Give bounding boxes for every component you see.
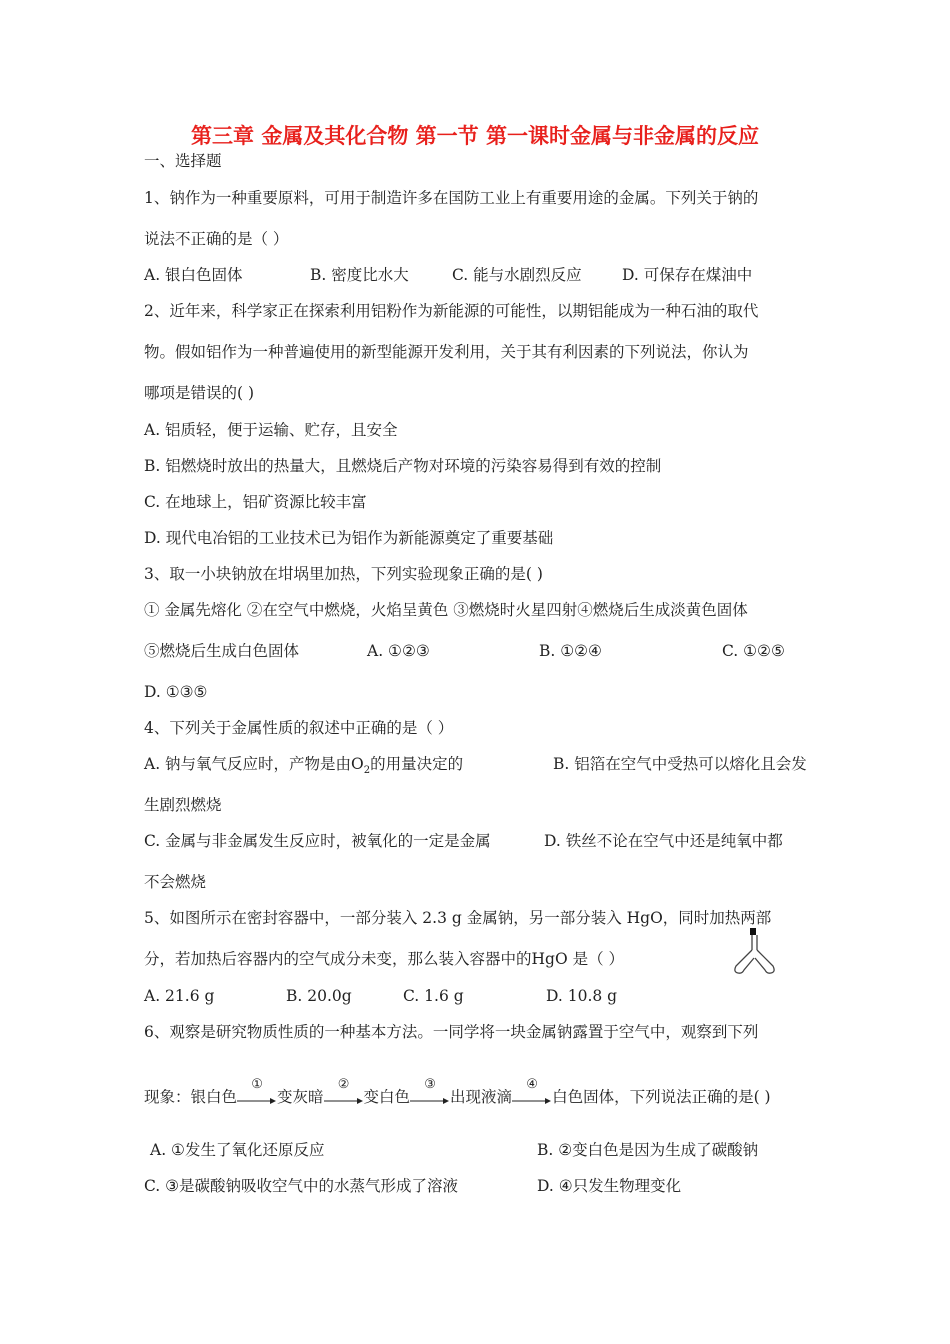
q6-text-2: 变白色: [363, 1088, 411, 1106]
q3-stem-line1: 3、取一小块钠放在坩埚里加热，下列实验现象正确的是( ): [144, 565, 543, 583]
page-title: 第三章 金属及其化合物 第一节 第一课时金属与非金属的反应: [191, 124, 759, 148]
q1-option-b: B. 密度比水大: [310, 266, 409, 284]
q4-options-ab: [144, 753, 807, 782]
q4-option-d-cont: 不会燃烧: [144, 873, 207, 891]
q1-option-c: C. 能与水剧烈反应: [452, 266, 582, 284]
q6-arrow-1: [237, 1077, 277, 1108]
q1-option-d: D. 可保存在煤油中: [622, 266, 753, 284]
arrow-right-icon: [410, 1097, 450, 1105]
q5-option-d: D. 10.8 g: [546, 987, 618, 1005]
q5-option-a: A. 21.6 g: [144, 987, 215, 1005]
q6-text-4: 白色固体，下列说法正确的是( ): [552, 1088, 771, 1106]
q1-options: [144, 264, 752, 286]
q2-stem-line3: 哪项是错误的( ): [144, 384, 255, 402]
q6-arrow-2: [324, 1077, 364, 1108]
q1-option-a: A. 银白色固体: [144, 266, 243, 284]
q3-stem-line3: ⑤燃烧后生成白色固体: [144, 642, 300, 660]
arrow-right-icon: [512, 1097, 552, 1105]
q2-stem-line1: 2、近年来，科学家正在探索利用铝粉作为新能源的可能性，以期铝能成为一种石油的取代: [144, 302, 759, 320]
q5-option-c: C. 1.6 g: [403, 987, 464, 1005]
q6-option-d: D. ④只发生物理变化: [537, 1177, 682, 1195]
q6-option-c: C. ③是碳酸钠吸收空气中的水蒸气形成了溶液: [144, 1177, 459, 1195]
sealed-y-tube-diagram: [725, 928, 785, 984]
q4-stem: 4、下列关于金属性质的叙述中正确的是（ ）: [144, 719, 454, 737]
q3-option-b: B. ①②④: [539, 642, 602, 660]
q4-option-d: D. 铁丝不论在空气中还是纯氧中都: [544, 832, 783, 850]
q6-stem-line1: 6、观察是研究物质性质的一种基本方法。一同学将一块金属钠露置于空气中，观察到下列: [144, 1023, 759, 1041]
q1-stem-line1: 1、钠作为一种重要原料，可用于制造许多在国防工业上有重要用途的金属。下列关于钠的: [144, 189, 759, 207]
q6-lead: 现象：银白色: [144, 1088, 238, 1106]
q4-option-a-post: 的用量决定的: [370, 755, 464, 773]
q6-step-1-label: ①: [251, 1077, 263, 1092]
q6-step-4-label: ④: [526, 1077, 538, 1092]
q4-option-a: [144, 753, 553, 782]
q4-option-c: C. 金属与非金属发生反应时，被氧化的一定是金属: [144, 832, 491, 850]
q2-option-c: C. 在地球上，铝矿资源比较丰富: [144, 493, 367, 511]
q5-stem-line1: 5、如图所示在密封容器中，一部分装入 2.3 g 金属钠，另一部分装入 HgO，同时加热两部: [144, 909, 772, 927]
q5-stem-line2: 分，若加热后容器内的空气成分未变，那么装入容器中的HgO 是（ ）: [144, 950, 625, 968]
q5-options: [144, 985, 617, 1007]
q4-option-a-pre: A. 钠与氧气反应时，产物是由O: [144, 755, 364, 773]
section-heading: 一、选择题: [144, 152, 222, 170]
q6-text-3: 出现液滴: [450, 1088, 513, 1106]
q3-stem-line2: ① 金属先熔化 ②在空气中燃烧，火焰呈黄色 ③燃烧时火星四射④燃烧后生成淡黄色固体: [144, 601, 748, 619]
q6-arrow-3: [410, 1077, 450, 1108]
q4-option-b-cont: 生剧烈燃烧: [144, 796, 222, 814]
q2-option-d: D. 现代电冶铝的工业技术已为铝作为新能源奠定了重要基础: [144, 529, 554, 547]
q3-options-row: [144, 640, 785, 662]
q6-step-2-label: ②: [337, 1077, 350, 1092]
q4-options-cd: [144, 830, 783, 852]
q3-option-d: D. ①③⑤: [144, 683, 208, 701]
arrow-right-icon: [324, 1097, 364, 1105]
q3-option-a: A. ①②③: [367, 642, 430, 660]
q2-option-b: B. 铝燃烧时放出的热量大，且燃烧后产物对环境的污染容易得到有效的控制: [144, 457, 662, 475]
q6-arrow-4: [512, 1077, 552, 1108]
q1-stem-line2: 说法不正确的是（ ）: [144, 230, 289, 248]
q6-option-b: B. ②变白色是因为生成了碳酸钠: [537, 1141, 759, 1159]
q2-stem-line2: 物。假如铝作为一种普遍使用的新型能源开发利用，关于其有利因素的下列说法，你认为: [144, 343, 749, 361]
q4-option-b: B. 铝箔在空气中受热可以熔化且会发: [553, 755, 807, 773]
q3-option-c: C. ①②⑤: [722, 642, 785, 660]
q6-observation-sequence: [144, 1077, 771, 1108]
arrow-right-icon: [237, 1097, 277, 1105]
q6-step-3-label: ③: [424, 1077, 436, 1092]
q2-option-a: A. 铝质轻，便于运输、贮存，且安全: [144, 421, 398, 439]
q6-text-1: 变灰暗: [277, 1088, 324, 1106]
q4-option-a-sub: 2: [363, 765, 371, 777]
q6-option-a: A. ①发生了氧化还原反应: [150, 1141, 325, 1159]
q5-option-b: B. 20.0g: [286, 987, 352, 1005]
